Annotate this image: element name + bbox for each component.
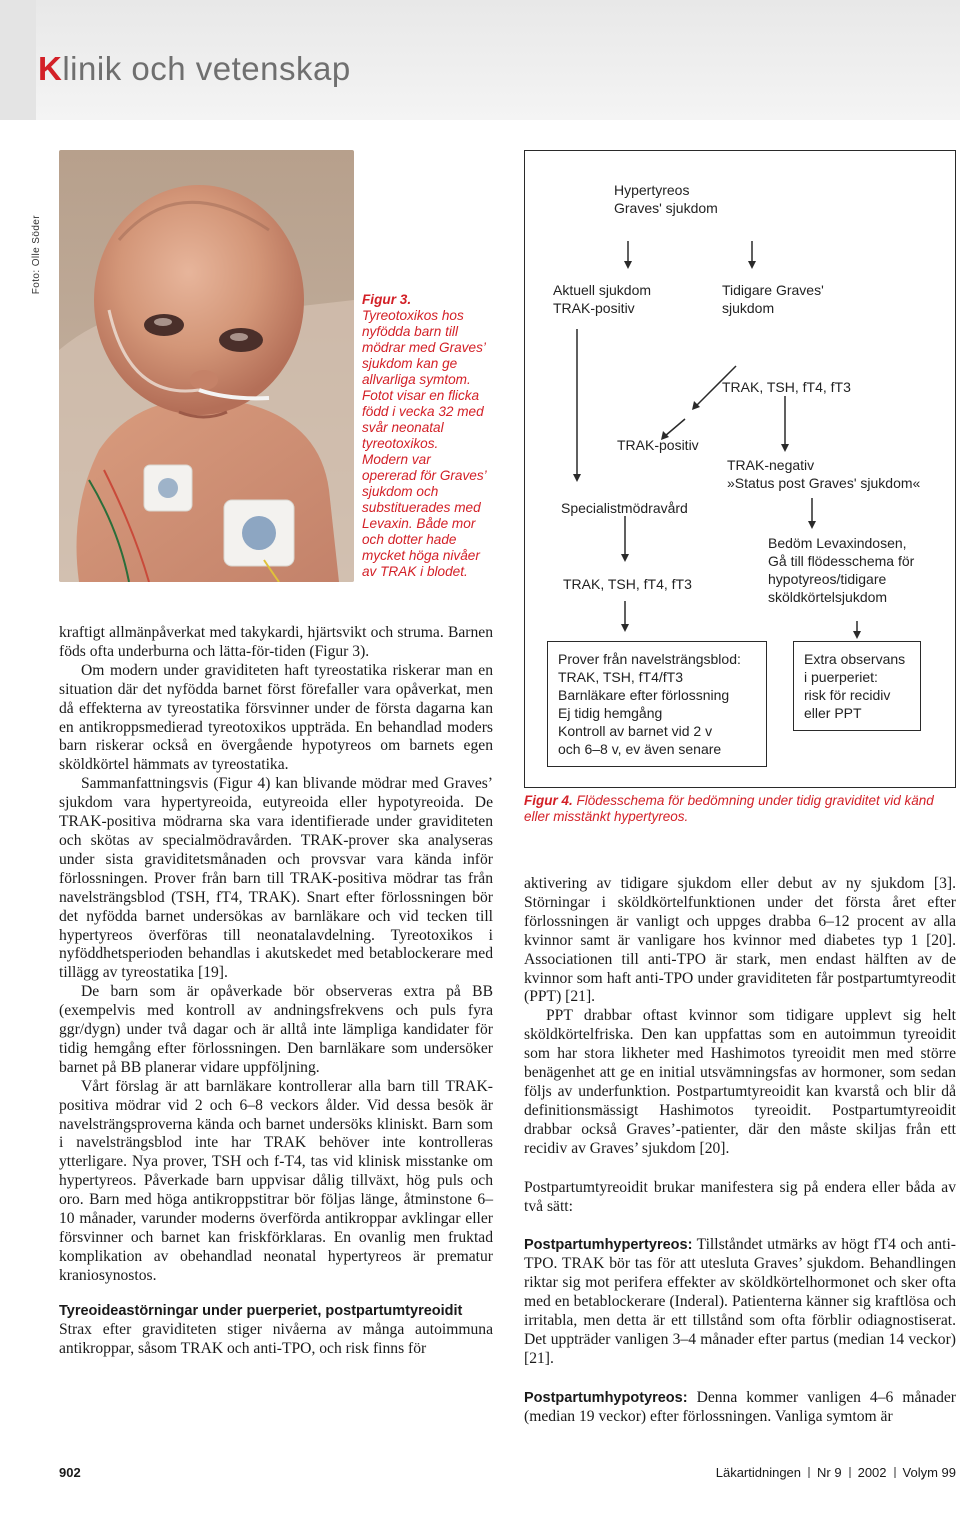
- right-paragraph-3: Postpartumtyreoidit brukar manifestera sig på endera eller båda av två sätt:: [524, 1178, 956, 1215]
- figure4-text: Flödesschema för bedömning under tidig graviditet vid känd eller misstänkt hypertyreos.: [524, 793, 934, 824]
- left-paragraph-4: De barn som är opåverkade bör observeras extra på BB (exempelvis med kontroll av andningsfrekvens och puls fyra ggr/dygn) under två dagar och är alltå inte lämpliga kandidater för tidig hemgång efter förlossningen. Den barnläkare som undersöker barnet på BB planerar vidare uppföljning.: [59, 983, 493, 1076]
- flow-puerperium-box: [793, 641, 921, 731]
- section-header: [0, 0, 960, 120]
- left-paragraph-1: kraftigt allmänpåverkat med takykardi, hjärtsvikt och struma. Barnen föds ofta underburna och lätta-för-tiden (Figur 3).: [59, 624, 493, 660]
- flow-current-disease-line-1: Aktuell sjukdom: [553, 282, 652, 298]
- flow-current-disease-node: [553, 281, 651, 317]
- flow-umbilical-line-2: TRAK, TSH, fT4/fT3: [558, 669, 683, 685]
- right-text-column: [524, 875, 956, 1427]
- flow-top-line-2: Graves' sjukdom: [614, 200, 718, 216]
- journal-volume: Volym 99: [902, 1465, 956, 1480]
- flow-specialist-node: Specialistmödravård: [561, 500, 688, 516]
- flow-puerperium-line-3: risk för recidiv: [804, 687, 891, 703]
- flow-puerperium-line-2: i puerperiet:: [804, 669, 878, 685]
- right-paragraph-4: [524, 1236, 956, 1368]
- flow-top-line-1: Hypertyreos: [614, 182, 690, 198]
- postpartum-hypothyroidism-label: Postpartumhypotyreos:: [524, 1389, 688, 1406]
- photo-credit: Foto: Olle Söder: [31, 215, 42, 295]
- flow-previous-graves-line-2: sjukdom: [722, 300, 775, 316]
- figure3-label: Figur 3.: [362, 292, 412, 307]
- left-paragraph-2: Om modern under graviditeten haft tyreostatika riskerar man en situation där det nyfödda barnet först förefaller vara opåverkat, men då effekterna av tyreostatika försvinner under de första dagarna kan en antikroppsmedierad tyreotoxikos uppträda. En behandlad moders barn riskerar också en övergående hypotyreos om barnets egen sköldkörtel hämmats av tyreostatika.: [59, 661, 493, 774]
- footer-separator: [849, 1467, 851, 1478]
- flow-puerperium-line-1: Extra observans: [804, 651, 906, 667]
- flow-trak-negative-line-2: »Status post Graves' sjukdom«: [727, 475, 921, 491]
- flow-previous-graves-node: [722, 281, 824, 317]
- postpartum-hyperthyroidism-text: Tillståndet utmärks av högt fT4 och anti-TPO. TRAK bör tas för att utesluta Graves’ sjukdom. Behandlingen riktar sig mot perifera effekter av sköldkörtelhormonet och sker ofta med en betablockerare (Inderal). Patienterna känner sig kraftlösa och irritabla, men detta är ett tillstånd som ofta förblir odiagnostiserat. Det uppträder vanligen 3–4 månader efter partus (median 14 veckor) [21].: [524, 1236, 956, 1367]
- flow-previous-graves-line-1: Tidigare Graves': [722, 282, 824, 298]
- right-paragraph-5: [524, 1389, 956, 1427]
- paragraph-gap: [524, 1159, 956, 1179]
- newborn-photo: [59, 150, 354, 582]
- flow-current-disease-line-2: TRAK-positiv: [553, 300, 635, 316]
- flow-assess-line-4: sköldkörtelsjukdom: [768, 589, 888, 605]
- page-number: 902: [59, 1465, 81, 1480]
- figure4-label: Figur 4.: [524, 793, 573, 808]
- flow-right-tests-node: TRAK, TSH, fT4, fT3: [722, 379, 851, 395]
- left-text-column: [59, 624, 493, 1359]
- left-paragraph-6: Strax efter graviditeten stiger nivåerna av många autoimmuna antikroppar, såsom TRAK och anti-TPO, och risk finns för: [59, 1320, 493, 1357]
- flow-umbilical-line-5: Kontroll av barnet vid 2 v: [558, 723, 713, 739]
- flow-trak-negative-node: [727, 456, 920, 492]
- section-title-initial: K: [38, 50, 63, 87]
- flow-assess-line-3: hypotyreos/tidigare: [768, 571, 887, 587]
- flow-trak-positive-node: TRAK-positiv: [617, 437, 699, 453]
- flow-umbilical-box: [547, 641, 767, 767]
- footer-separator: [808, 1467, 810, 1478]
- journal-year: 2002: [857, 1465, 887, 1480]
- paragraph-gap: [524, 1369, 956, 1389]
- figure3-caption: [362, 292, 488, 580]
- flow-left-tests-node: TRAK, TSH, fT4, fT3: [563, 576, 692, 592]
- postpartum-hypothyroidism-text: Denna kommer vanligen 4–6 månader (median 19 veckor) efter förlossningen. Vanliga symtom är: [524, 1388, 956, 1425]
- journal-name: Läkartidningen: [715, 1465, 802, 1480]
- flow-top-node: [614, 181, 718, 217]
- section-title-rest: linik och vetenskap: [62, 50, 351, 87]
- left-paragraph-3: Sammanfattningsvis (Figur 4) kan blivande mödrar med Graves’ sjukdom vara hypertyreoida, eutyreoida eller hypotyreoida. De TRAK-positiva mödrarna ska vara identifierade under graviditeten och skötas av specialmödravården. TRAK-prover ska analyseras under sista graviditetsmånaden och provsvar vara kända inför förlossningen. Prover från barn till TRAK-positiva mödrar tas från navelsträngsblod (TSH, fT4, TRAK). Snart efter förlossningen bör det nyfödda barnet undersökas av barnläkare och vid tecken till hypertyreos överföras till neonatalavdelning. Tyreotoxikos i nyföddhetsperioden behandlas i akutskedet med betablockerare med tillägg av tyreostatika [19].: [59, 775, 493, 982]
- flowchart: [524, 150, 956, 788]
- postpartum-hyperthyroidism-label: Postpartumhypertyreos:: [524, 1237, 693, 1254]
- header-side-bar: [0, 0, 36, 120]
- flow-umbilical-line-6: och 6–8 v, ev även senare: [558, 741, 722, 757]
- paragraph-gap: [524, 1216, 956, 1236]
- page-footer: [59, 1465, 956, 1485]
- flow-umbilical-line-4: Ej tidig hemgång: [558, 705, 663, 721]
- flow-puerperium-line-4: eller PPT: [804, 705, 862, 721]
- flow-assess-node: [768, 534, 914, 606]
- journal-issue: Nr 9: [817, 1465, 842, 1480]
- section-title: [38, 50, 351, 88]
- newborn-photo-illustration: [59, 150, 354, 582]
- flow-assess-line-1: Bedöm Levaxindosen,: [768, 535, 907, 551]
- flow-umbilical-line-1: Prover från navelsträngsblod:: [558, 651, 741, 667]
- figure3-text: Tyreotoxikos hos nyfödda barn till mödrar med Graves’ sjukdom kan ge allvarliga symtom. Fotot visar en flicka född i vecka 32 med svår neonatal tyreotoxikos. Modern var opererad för Graves’ sjukdom och substituerades med Levaxin. Både mor och dotter hade mycket höga nivåer av TRAK i blodet.: [362, 308, 486, 579]
- right-paragraph-2: PPT drabbar oftast kvinnor som tidigare upplevt sig helt sköldkörtelfriska. Den kan uppfattas som en autoimmun tyreoidit som har stora likheter med Hashimotos tyreoidit men med större benägenhet att ge en initial utsvämningsfas av hormoner, som sedan följs av underfunktion. Postpartumtyreoidit kan kvarstå och blir då definitionsmässigt Hashimotos tyreoidit. Postpartumtyreoidit drabbar också Graves’-patienter, där den måste skiljas från ett recidiv av Graves’ sjukdom [20].: [524, 1007, 956, 1157]
- footer-separator: [894, 1467, 896, 1478]
- flow-assess-line-2: Gå till flödesschema för: [768, 553, 915, 569]
- journal-info: [716, 1465, 956, 1480]
- flow-trak-negative-line-1: TRAK-negativ: [727, 457, 815, 473]
- right-paragraph-1: aktivering av tidigare sjukdom eller debut av ny sjukdom [3]. Störningar i sköldkörtelfunktionen under det första året efter förlossningen är vanligt och uppges drabba 6–12 procent av alla kvinnor samt är vanligare hos kvinnor med diabetes typ 1 [20]. Associationen till anti-TPO är stark, men endast hälften av de kvinnor som haft anti-TPO under graviditeten får postpartumtyreodit (PPT) [21].: [524, 875, 956, 1006]
- left-paragraph-5: Vårt förslag är att barnläkare kontrollerar alla barn till TRAK-positiva mödrar vid 2 och 6–8 veckors ålder. Vid dessa besök är navelsträngsproverna kända och barnet undersöks kliniskt. Barn som i navelsträngsblod inte har TRAK behöver inte kontrolleras ytterligare. Nya prover, TSH och f-T4, tas vid klinisk misstanke om hypertyreos. Påverkade barn uppvisar dålig tillväxt, hög puls och oro. Barn med höga antikroppstitrar bör följas länge, åtminstone 6–10 månader, varunder moderns överförda antikroppar avklingar eller försvinner och barnet kan friskförklaras. En ovanlig men fruktad komplikation av obehandlad neonatal hypertyreos är prematur kraniosynostos.: [59, 1077, 493, 1284]
- flow-umbilical-line-3: Barnläkare efter förlossning: [558, 687, 730, 703]
- figure4-caption: [524, 793, 956, 825]
- puerperium-subheading: Tyreoideastörningar under puerperiet, postpartumtyreoidit: [59, 1302, 463, 1319]
